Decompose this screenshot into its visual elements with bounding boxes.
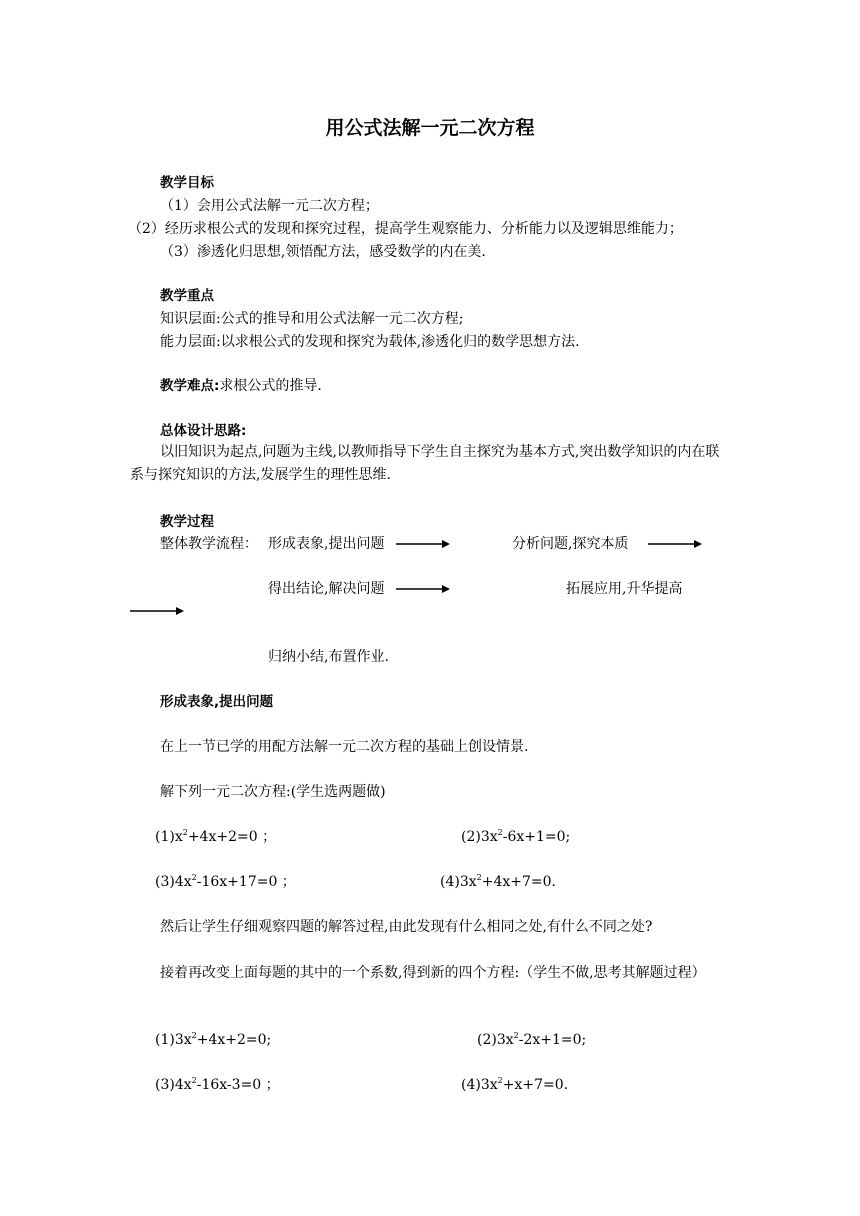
difficulty-heading: 教学难点: [160, 378, 220, 394]
objective-item: （3）渗透化归思想,领悟配方法，感受数学的内在美. [160, 244, 486, 260]
equation: $(3)4x^2-16x+17=0$ ； [155, 873, 296, 890]
objective-item: （2）经历求根公式的发现和探究过程，提高学生观察能力、分析能力以及逻辑思维能力； [128, 221, 683, 237]
key-point-item: 知识层面:公式的推导和用公式法解一元二次方程; [160, 311, 464, 327]
design-heading: 总体设计思路: [160, 423, 247, 439]
flow-arrow-icon [396, 538, 452, 550]
equation: $(3)4x^2-16x-3=0$ ； [155, 1076, 280, 1093]
next-instruction: 接着再改变上面每题的其中的一个系数,得到新的四个方程:（学生不做,思考其解题过程） [160, 965, 706, 981]
equation: $(4)3x^2+4x+7=0$. [440, 873, 556, 890]
flow-arrow-icon [396, 583, 452, 595]
flow-step: 分析问题,探究本质 [512, 536, 629, 552]
equation: $(2)3x^2-2x+1=0$; [477, 1031, 587, 1048]
flow-label: 整体教学流程： [160, 536, 258, 552]
equation: $(1)x^2+4x+2=0$ ； [155, 828, 277, 845]
objectives-heading: 教学目标 [160, 175, 214, 191]
key-point-item: 能力层面:以求根公式的发现和探究为载体,渗透化归的数学思想方法. [160, 334, 580, 350]
design-text: 以旧知识为起点,问题为主线,以教师指导下学生自主探究为基本方式,突出数学知识的内在联系与探究知识的方法,发展学生的理性思维. [130, 444, 720, 483]
process-heading: 教学过程 [160, 514, 214, 530]
flow-step: 归纳小结,布置作业. [268, 649, 389, 665]
observe-question: 然后让学生仔细观察四题的解答过程,由此发现有什么相同之处,有什么不同之处? [160, 919, 653, 935]
flow-step: 得出结论,解决问题 [268, 581, 385, 597]
difficulty-line [160, 377, 322, 395]
flow-step: 形成表象,提出问题 [268, 536, 385, 552]
equation: $(2)3x^2-6x+1=0$; [461, 828, 571, 845]
section-intro: 在上一节已学的用配方法解一元二次方程的基础上创设情景. [160, 739, 529, 755]
flow-step: 拓展应用,升华提高 [566, 581, 683, 597]
flow-arrow-icon [130, 605, 186, 617]
difficulty-text: 求根公式的推导. [219, 378, 322, 394]
page-title: 用公式法解一元二次方程 [325, 117, 535, 139]
equation: $(4)3x^2+x+7=0$. [461, 1076, 569, 1093]
flow-arrow-icon [648, 538, 704, 550]
section-task: 解下列一元二次方程:(学生选两题做) [160, 784, 386, 800]
equation: $(1)3x^2+4x+2=0$; [155, 1031, 272, 1048]
objective-item: （1）会用公式法解一元二次方程； [160, 198, 379, 214]
key-points-heading: 教学重点 [160, 288, 214, 304]
section-heading: 形成表象,提出问题 [160, 694, 274, 710]
